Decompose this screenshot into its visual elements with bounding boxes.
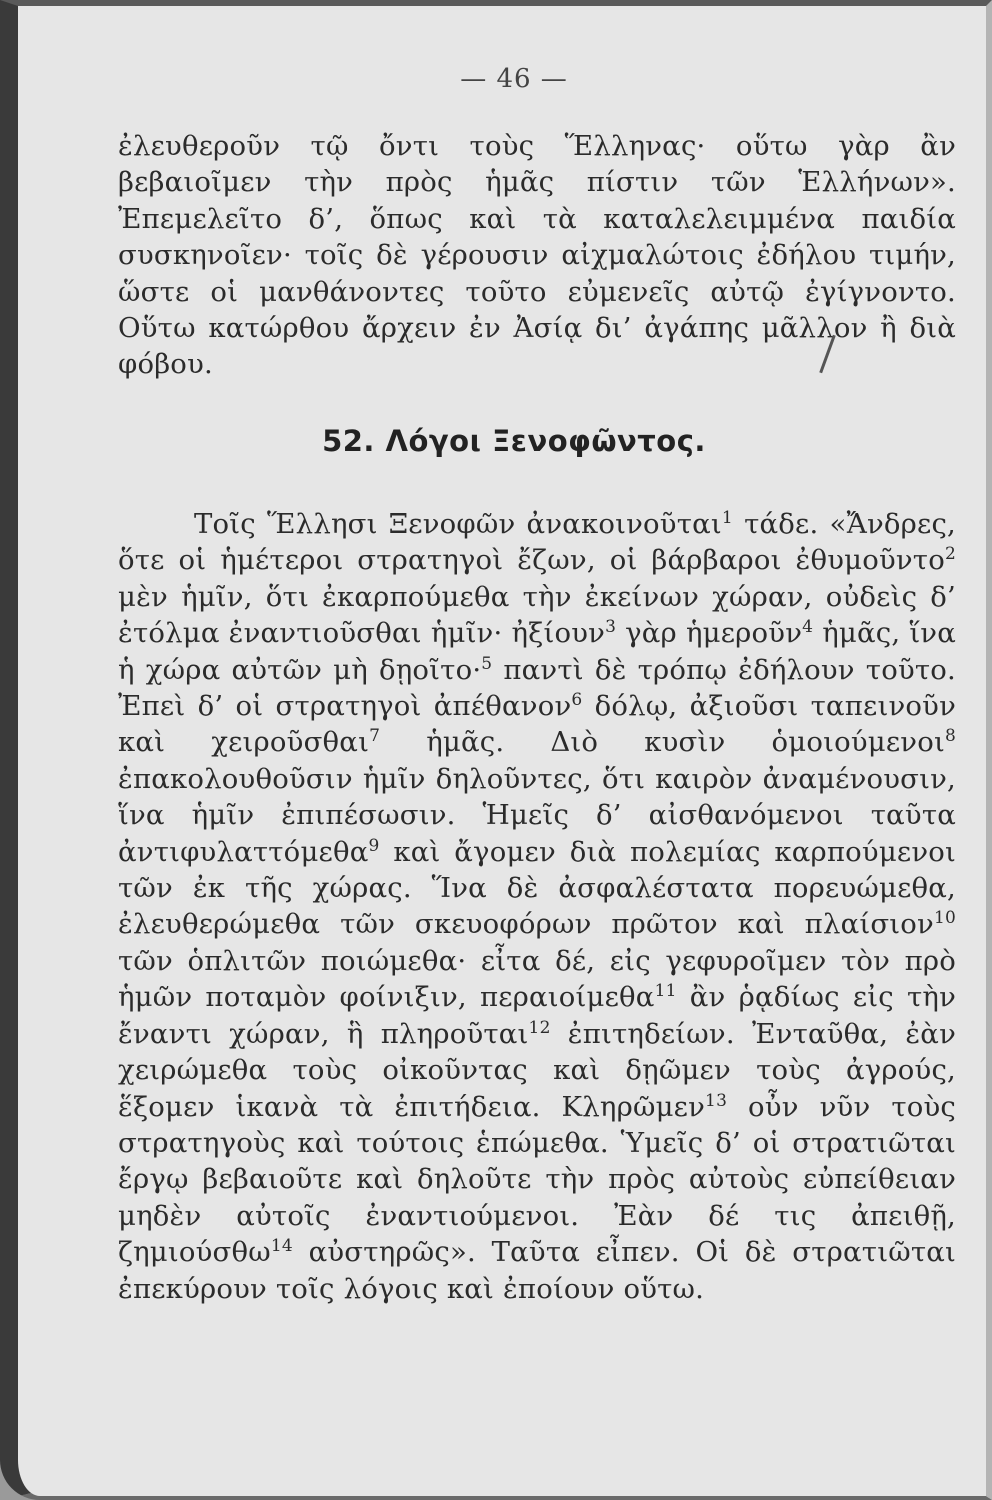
footnote-ref: 12 [528, 1017, 551, 1038]
footnote-ref: 6 [571, 689, 583, 710]
footnote-ref: 10 [933, 908, 956, 929]
text-run: ἐπακολουθοῦσιν ἡμῖν δηλοῦντες, ὅτι καιρὸν ἀναμένουσιν, ἵνα ἡμῖν ἐπιπέσωσιν. Ἡμεῖς δ’ αἰσθανόμενοι ταῦτα ἀντιφυλαττόμεθα [118, 762, 956, 868]
text-run: ἡμᾶς, ἵνα ἡ χώρα αὐτῶν μὴ δῃοῖτο· [118, 617, 956, 686]
footnote-ref: 1 [721, 507, 733, 528]
text-run: καὶ ἄγομεν διὰ πολεμίας καρπούμενοι τῶν ἐκ τῆς χώρας. Ἵνα δὲ ἀσφαλέστατα πορευώμεθα, ἐλευθερώμεθα τῶν σκευοφόρων πρῶτον καὶ πλαίσιον [118, 835, 956, 941]
text-run: ἡμᾶς. Διὸ κυσὶν ὁμοιούμενοι [380, 726, 945, 759]
footnote-ref: 14 [270, 1235, 293, 1256]
text-run: μὲν ἡμῖν, ὅτι ἐκαρπούμεθα τὴν ἐκείνων χώραν, οὐδεὶς δ’ ἐτόλμα ἐναντιοῦσθαι ἡμῖν· ἠξίουν [118, 580, 956, 650]
footnote-ref: 3 [605, 617, 617, 638]
footnote-ref: 7 [369, 726, 381, 747]
footnote-ref: 2 [944, 544, 956, 565]
text-run: αὐστηρῶς». Ταῦτα εἶπεν. Οἱ δὲ στρατιῶται ἐπεκύρουν τοῖς λόγοις καὶ ἐποίουν οὕτω. [118, 1236, 956, 1305]
section-title: 52. Λόγοι Ξενοφῶντος. [322, 424, 706, 458]
text-run: οὖν νῦν τοὺς στρατηγοὺς καὶ τούτοις ἑπώμεθα. Ὑμεῖς δ’ οἱ στρατιῶται ἔργῳ βεβαιοῦτε καὶ δηλοῦτε τὴν πρὸς αὐτοὺς εὐπείθειαν μηδὲν αὐτοῖς ἐναντιούμενοι. Ἐὰν δέ τις ἀπειθῇ, ζημιούσθω [118, 1090, 957, 1269]
paragraph-xenophon-speech [118, 506, 956, 1307]
text-run: ἂν ῥᾳδίως εἰς τὴν ἔναντι χώραν, ἣ πληροῦται [118, 981, 956, 1050]
footnote-ref: 9 [368, 835, 380, 856]
text-run: ἐπιτηδείων. Ἐνταῦθα, ἐὰν χειρώμεθα τοὺς οἰκοῦντας καὶ δῃῶμεν τοὺς ἀγρούς, ἕξομεν ἱκανὰ τὰ ἐπιτήδεια. Κληρῶμεν [118, 1017, 956, 1123]
text-run: δόλῳ, ἀξιοῦσι ταπεινοῦν καὶ χειροῦσθαι [118, 690, 956, 759]
footnote-ref: 8 [944, 726, 956, 747]
page-number: — 46 — [460, 64, 568, 94]
paragraph-continuation: ἐλευθεροῦν τῷ ὄντι τοὺς Ἕλληνας· οὕτω γὰρ ἂν βεβαιοῖμεν τὴν πρὸς ἡμᾶς πίστιν τῶν Ἑλλήνων». Ἐπεμελεῖτο δ’, ὅπως καὶ τὰ καταλελειμμένα παιδία συσκηνοῖεν· τοῖς δὲ γέρουσιν αἰχμαλώτοις ἐδήλου τιμήν, ὥστε οἱ μανθάνοντες τοῦτο εὐμενεῖς αὐτῷ ἐγίγνοντο. Οὕτω κατώρθου ἄρχειν ἐν Ἀσίᾳ δι’ ἀγάπης μᾶλλον ἢ διὰ φόβου. [118, 130, 956, 381]
footnote-ref: 13 [705, 1090, 728, 1111]
footnote-ref: 4 [802, 617, 814, 638]
text-run: παντὶ δὲ τρόπῳ ἐδήλουν τοῦτο. Ἐπεὶ δ’ οἱ στρατηγοὶ ἀπέθανον [118, 653, 956, 723]
footnote-ref: 5 [481, 653, 493, 674]
text-run: τῶν ὁπλιτῶν ποιώμεθα· εἶτα δέ, εἰς γεφυροῖμεν τὸν πρὸ ἡμῶν ποταμὸν φοίνιξιν, περαιοίμεθα [118, 944, 956, 1014]
text-run: γὰρ ἡμεροῦν [616, 617, 803, 650]
text-run: Τοῖς Ἕλλησι Ξενοφῶν ἀνακοινοῦται [194, 508, 722, 540]
text-run: τάδε. «Ἄνδρες, ὅτε οἱ ἡμέτεροι στρατηγοὶ ἔζων, οἱ βάρβαροι ἐθυμοῦντο [118, 508, 956, 577]
footnote-ref: 11 [654, 981, 677, 1002]
